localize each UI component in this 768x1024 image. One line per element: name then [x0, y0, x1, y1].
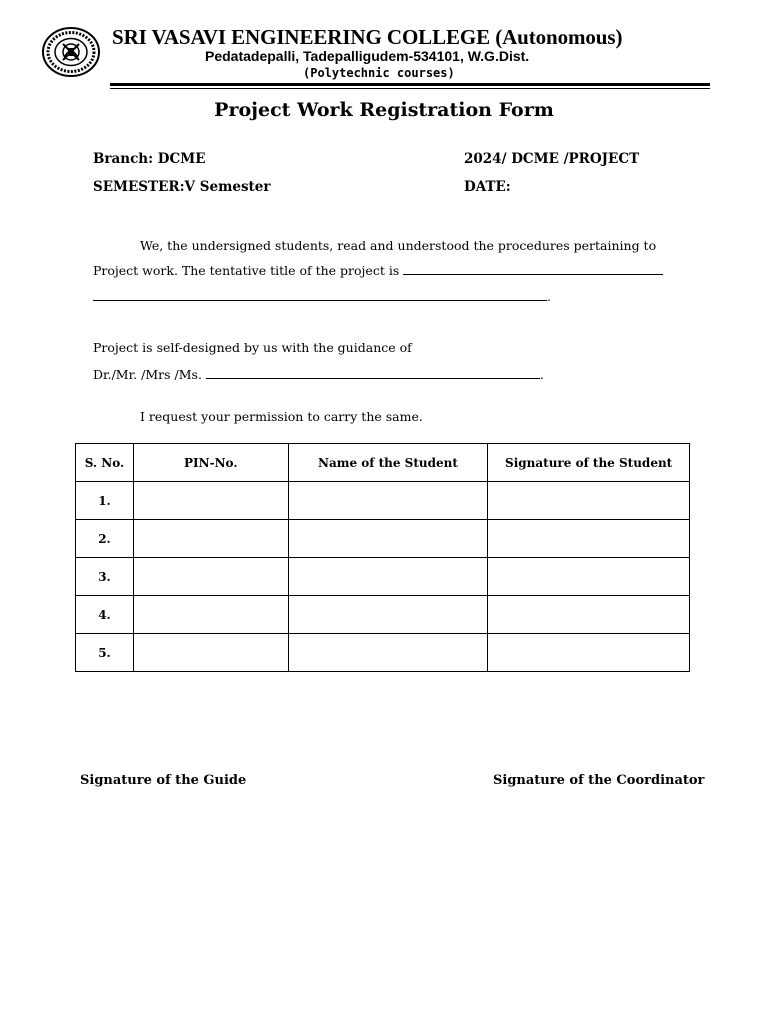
name-cell[interactable] [288, 520, 488, 558]
signature-cell[interactable] [488, 482, 690, 520]
period-mark: . [539, 367, 544, 382]
table-row [76, 558, 690, 596]
declaration-line-2 [93, 263, 663, 278]
students-table [75, 443, 690, 672]
period-mark: . [547, 289, 551, 304]
pin-cell[interactable] [133, 596, 288, 634]
pin-cell[interactable] [133, 558, 288, 596]
table-header-row [76, 444, 690, 482]
table-row [76, 520, 690, 558]
row-sno: 1. [76, 482, 134, 520]
declaration-line-3 [93, 289, 551, 304]
guidance-line-1: Project is self-designed by us with the guidance of [93, 340, 412, 355]
date-label: DATE: [464, 179, 511, 195]
college-subtitle: (Polytechnic courses) [303, 66, 455, 80]
signature-cell[interactable] [488, 596, 690, 634]
form-title: Project Work Registration Form [214, 99, 554, 121]
signature-cell[interactable] [488, 558, 690, 596]
row-sno: 4. [76, 596, 134, 634]
table-row [76, 634, 690, 672]
header-rule-thick [110, 83, 710, 86]
guide-name-blank[interactable] [206, 377, 540, 379]
header-student-signature: Signature of the Student [488, 444, 690, 482]
row-sno: 2. [76, 520, 134, 558]
table-row [76, 482, 690, 520]
name-cell[interactable] [288, 482, 488, 520]
name-cell[interactable] [288, 558, 488, 596]
project-reference: 2024/ DCME /PROJECT [464, 151, 640, 167]
guide-signature-label: Signature of the Guide [80, 773, 247, 788]
declaration-line-1: We, the undersigned students, read and understood the procedures pertaining to [140, 238, 657, 253]
header-sno: S. No. [76, 444, 134, 482]
semester-field: SEMESTER:V Semester [93, 179, 271, 195]
name-cell[interactable] [288, 634, 488, 672]
pin-cell[interactable] [133, 634, 288, 672]
project-title-blank[interactable] [403, 273, 663, 275]
college-logo [41, 26, 101, 78]
row-sno: 5. [76, 634, 134, 672]
declaration-text: Project work. The tentative title of the project is [93, 263, 400, 278]
coordinator-signature-label: Signature of the Coordinator [493, 773, 705, 788]
guide-salutation: Dr./Mr. /Mrs /Ms. [93, 367, 202, 382]
name-cell[interactable] [288, 596, 488, 634]
college-name: SRI VASAVI ENGINEERING COLLEGE (Autonomous) [112, 25, 623, 49]
permission-request: I request your permission to carry the same. [140, 409, 423, 424]
table-row [76, 596, 690, 634]
signature-cell[interactable] [488, 520, 690, 558]
pin-cell[interactable] [133, 482, 288, 520]
project-title-blank-continued[interactable] [93, 299, 547, 301]
pin-cell[interactable] [133, 520, 288, 558]
header-rule-thin [110, 88, 710, 89]
signature-cell[interactable] [488, 634, 690, 672]
guidance-line-2 [93, 367, 544, 382]
header-student-name: Name of the Student [288, 444, 488, 482]
college-address: Pedatadepalli, Tadepalligudem-534101, W.G.Dist. [205, 48, 530, 64]
row-sno: 3. [76, 558, 134, 596]
header-pin: PIN-No. [133, 444, 288, 482]
branch-field: Branch: DCME [93, 151, 206, 167]
